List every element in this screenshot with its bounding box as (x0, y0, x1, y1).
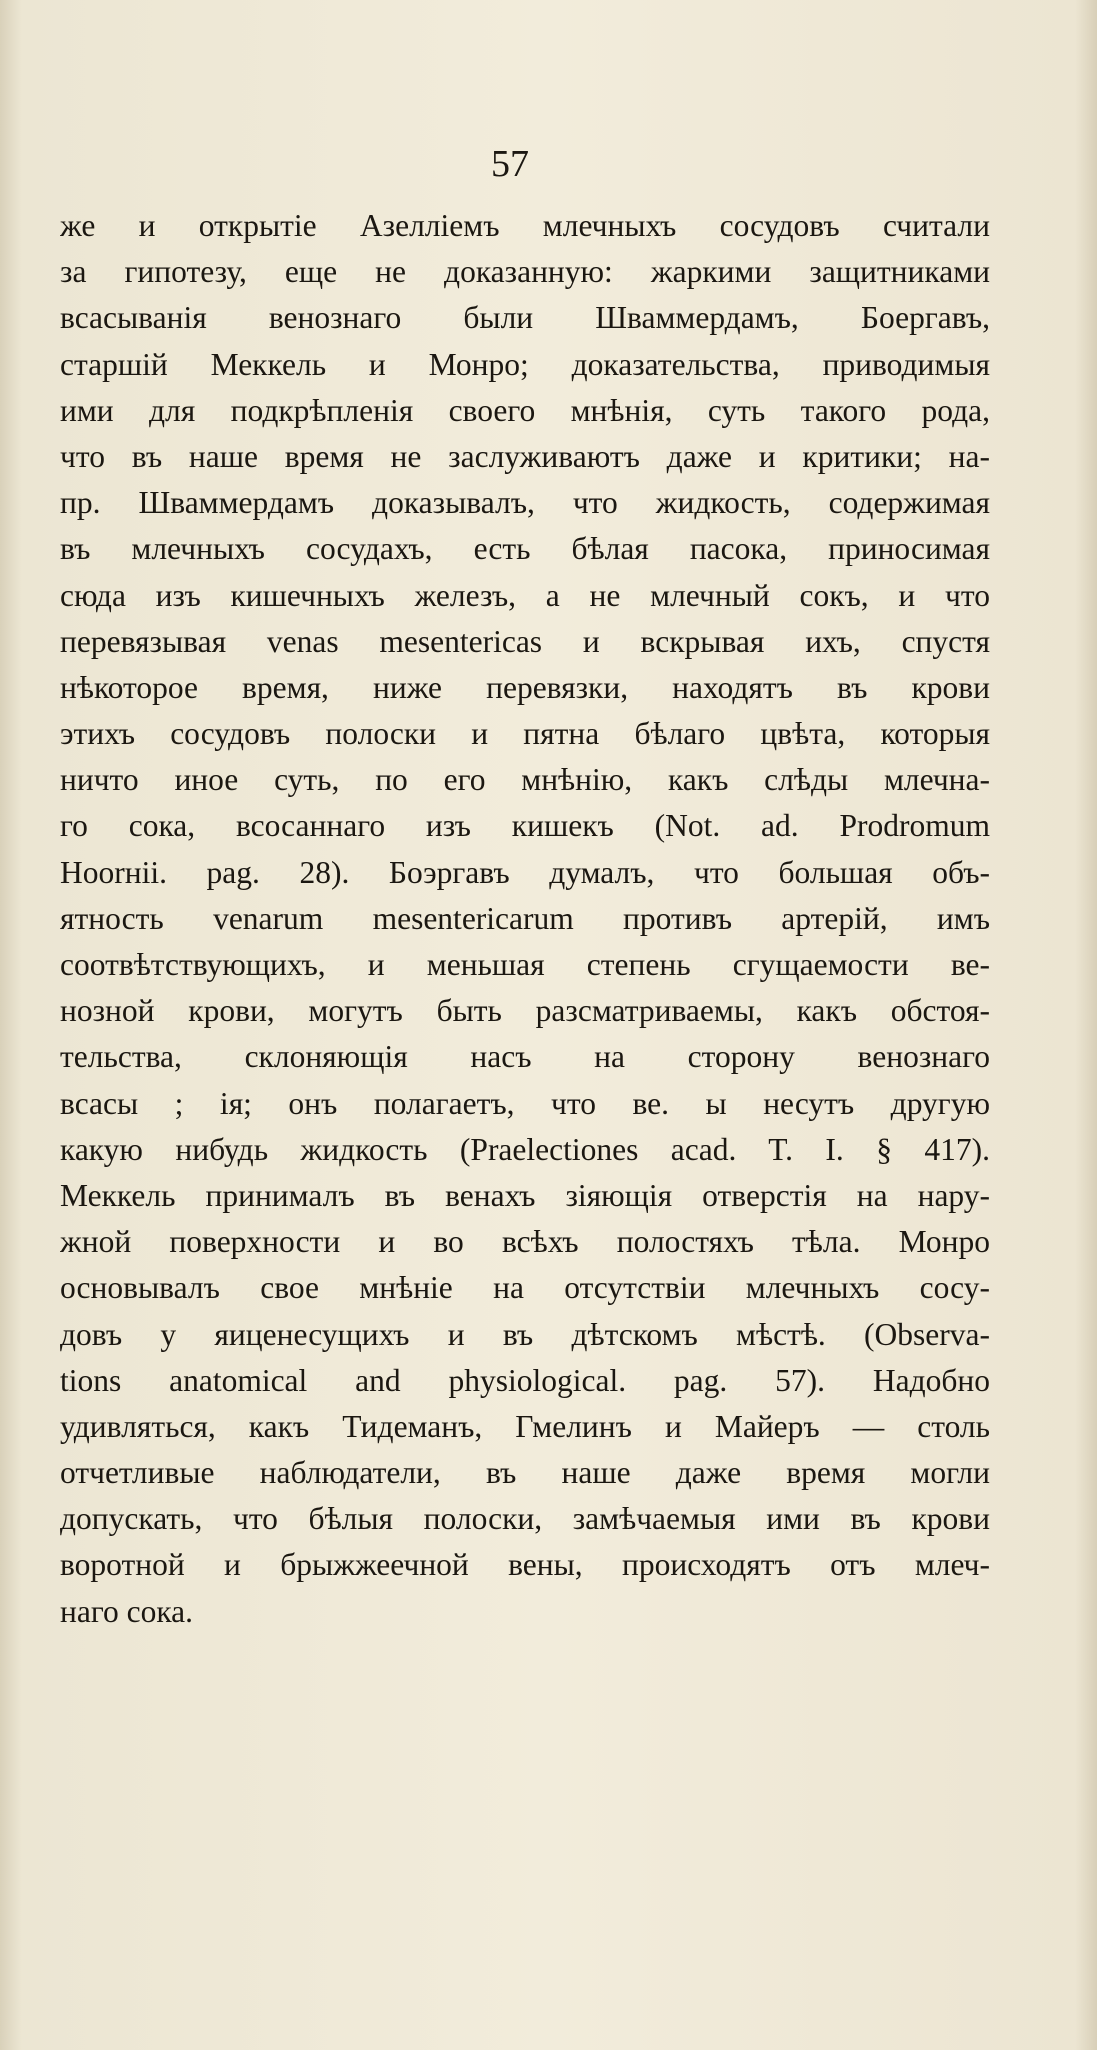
text-line: за гипотезу, еще не доказанную: жаркими защитниками (60, 254, 990, 290)
text-line: ничто иное суть, по его мнѣнію, какъ слѣды млечна- (60, 762, 990, 798)
text-line: нозной крови, могутъ быть разсматриваемы, какъ обстоя- (60, 993, 990, 1029)
text-line: всасы ; ія; онъ полагаетъ, что ве. ы несутъ другую (60, 1085, 990, 1121)
text-line: основывалъ свое мнѣніе на отсутствіи млечныхъ сосу- (60, 1270, 990, 1306)
text-line: въ млечныхъ сосудахъ, есть бѣлая пасока, приносимая (60, 531, 990, 567)
text-line: что въ наше время не заслуживаютъ даже и критики; на- (60, 438, 990, 474)
text-line: наго сока. (60, 1593, 194, 1629)
text-line: ятность venarum mesentericarum противъ артерій, имъ (60, 900, 990, 936)
text-line: соотвѣтствующихъ, и меньшая степень сгущаемости ве- (60, 947, 990, 982)
text-line: tions anatomical and physiological. pag. 57). Надобно (60, 1362, 990, 1398)
body-text (60, 203, 990, 1635)
text-line: же и открытіе Азелліемъ млечныхъ сосудовъ считали (60, 208, 990, 243)
text-line: пр. Шваммердамъ доказывалъ, что жидкость, содержимая (60, 485, 990, 521)
text-line: перевязывая venas mesentericas и вскрывая ихъ, спустя (60, 623, 990, 659)
text-line: старшій Меккель и Монро; доказательства, приводимыя (60, 346, 990, 382)
text-line: Меккель принималъ въ венахъ зіяющія отверстія на нару- (60, 1177, 990, 1213)
text-line: воротной и брыжжеечной вены, происходятъ отъ млеч- (60, 1547, 990, 1583)
text-line: го сока, всосаннаго изъ кишекъ (Not. ad. Prodromum (60, 808, 990, 844)
text-line: сюда изъ кишечныхъ железъ, а не млечный сокъ, и что (60, 577, 990, 613)
text-line: жной поверхности и во всѣхъ полостяхъ тѣла. Монро (60, 1224, 990, 1260)
text-line: отчетливые наблюдатели, въ наше даже время могли (60, 1455, 990, 1491)
text-line: всасыванія венознаго были Шваммердамъ, Боергавъ, (60, 300, 990, 336)
text-line: ими для подкрѣпленія своего мнѣнія, суть такого рода, (60, 392, 990, 428)
page-number: 57 (491, 143, 529, 185)
text-line: довъ у яиценесущихъ и въ дѣтскомъ мѣстѣ. (Observa- (60, 1316, 990, 1352)
text-line: нѣкоторое время, ниже перевязки, находятъ въ крови (60, 669, 990, 705)
text-line: этихъ сосудовъ полоски и пятна бѣлаго цвѣта, которыя (60, 716, 990, 752)
text-line: допускать, что бѣлыя полоски, замѣчаемыя ими въ крови (60, 1501, 990, 1537)
text-line: удивляться, какъ Тидеманъ, Гмелинъ и Майеръ — столь (60, 1408, 990, 1444)
text-line: какую нибудь жидкость (Praelectiones acad. T. I. § 417). (60, 1131, 990, 1167)
text-line: тельства, склоняющія насъ на сторону венознаго (60, 1039, 990, 1075)
text-line: Hoorнii. pag. 28). Боэргавъ думалъ, что большая объ- (60, 854, 990, 890)
